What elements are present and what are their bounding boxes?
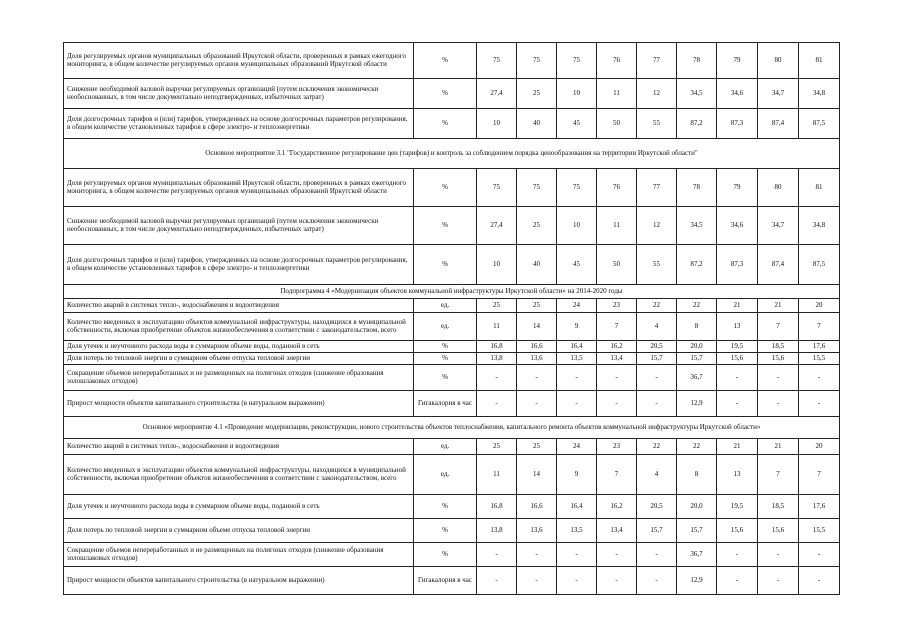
unit-cell: % [414, 341, 477, 353]
value-cell: 25 [517, 299, 557, 313]
value-cell: 75 [517, 169, 557, 207]
table-row [64, 245, 840, 285]
unit-cell: % [414, 353, 477, 365]
value-cell: - [597, 365, 637, 391]
unit-cell: % [414, 365, 477, 391]
value-cell: - [717, 391, 758, 417]
value-cell: 22 [637, 439, 677, 455]
value-cell: 23 [597, 439, 637, 455]
indicator-name: Сокращение объемов непереработанных и не размещенных на полигонах отходов (снижение образования золошлаковых отходов) [64, 543, 414, 567]
value-cell: 10 [477, 245, 517, 285]
value-cell: 7 [799, 455, 840, 495]
value-cell: 15,7 [677, 353, 717, 365]
unit-cell: % [414, 169, 477, 207]
table-row [64, 169, 840, 207]
value-cell: 21 [717, 299, 758, 313]
table-body [64, 43, 840, 595]
value-cell: - [517, 543, 557, 567]
value-cell: 13,4 [597, 519, 637, 543]
value-cell: 20,5 [637, 341, 677, 353]
indicator-name: Доля регулируемых органов муниципальных образований Иркутской области, проверенных в рамках ежегодного мониторинга, в общем количестве регулируемых органов муниципальных образований Иркутской области [64, 169, 414, 207]
value-cell: 21 [758, 299, 799, 313]
value-cell: 34,8 [799, 207, 840, 245]
indicator-name: Количество аварий в системах тепло-, водоснабжения и водоотведения [64, 299, 414, 313]
value-cell: 75 [517, 43, 557, 79]
value-cell: 21 [717, 439, 758, 455]
value-cell: 14 [517, 455, 557, 495]
value-cell: 16,4 [557, 341, 597, 353]
value-cell: 15,6 [758, 353, 799, 365]
value-cell: 23 [597, 299, 637, 313]
value-cell: 15,6 [717, 519, 758, 543]
unit-cell: % [414, 519, 477, 543]
value-cell: - [717, 365, 758, 391]
table-row [64, 353, 840, 365]
value-cell: 15,7 [637, 519, 677, 543]
value-cell: 34,7 [758, 207, 799, 245]
value-cell: 15,6 [717, 353, 758, 365]
value-cell: 7 [597, 455, 637, 495]
value-cell: 15,7 [637, 353, 677, 365]
value-cell: 7 [758, 313, 799, 341]
value-cell: 50 [597, 109, 637, 139]
value-cell: 80 [758, 43, 799, 79]
value-cell: - [799, 567, 840, 595]
value-cell: 87,3 [717, 245, 758, 285]
value-cell: 4 [637, 455, 677, 495]
value-cell: 20,0 [677, 495, 717, 519]
value-cell: 13,8 [477, 353, 517, 365]
table-row [64, 299, 840, 313]
table-row [64, 341, 840, 353]
value-cell: 36,7 [677, 543, 717, 567]
value-cell: 87,4 [758, 245, 799, 285]
value-cell: - [799, 391, 840, 417]
value-cell: 78 [677, 169, 717, 207]
value-cell: 40 [517, 245, 557, 285]
value-cell: - [517, 567, 557, 595]
value-cell: - [637, 365, 677, 391]
value-cell: - [637, 391, 677, 417]
table-row [64, 207, 840, 245]
value-cell: 18,5 [758, 341, 799, 353]
value-cell: 8 [677, 313, 717, 341]
unit-cell: % [414, 207, 477, 245]
value-cell: 34,5 [677, 207, 717, 245]
value-cell: 55 [637, 109, 677, 139]
value-cell: 34,7 [758, 79, 799, 109]
value-cell: 13,5 [557, 519, 597, 543]
indicator-name: Снижение необходимой валовой выручки регулируемых организаций (путем исключения экономически необоснованных, в том числе документально неподтвержденных, избыточных затрат) [64, 207, 414, 245]
section-header-row [64, 417, 840, 439]
value-cell: 87,2 [677, 109, 717, 139]
value-cell: 12 [637, 207, 677, 245]
value-cell: 22 [637, 299, 677, 313]
value-cell: 87,5 [799, 245, 840, 285]
value-cell: 11 [477, 455, 517, 495]
unit-cell: ед. [414, 299, 477, 313]
table-row [64, 439, 840, 455]
value-cell: 21 [758, 439, 799, 455]
value-cell: 27,4 [477, 207, 517, 245]
indicator-name: Доля регулируемых органов муниципальных образований Иркутской области, проверенных в рамках ежегодного мониторинга, в общем количестве регулируемых органов муниципальных образований Иркутской области [64, 43, 414, 79]
value-cell: - [799, 543, 840, 567]
value-cell: - [477, 365, 517, 391]
section-header: Основное мероприятие 4.1 «Проведение модернизации, реконструкции, нового строительства объектов теплоснабжения, капитального ремонта объектов коммунальной инфраструктуры Иркутской области» [64, 417, 840, 439]
unit-cell: % [414, 245, 477, 285]
value-cell: 22 [677, 299, 717, 313]
indicator-name: Количество введенных в эксплуатацию объектов коммунальной инфраструктуры, находящихся в муниципальной собственности, включая приобретение объектов жизнеобеспечения в соответствии с законодательством, всего [64, 313, 414, 341]
value-cell: 4 [637, 313, 677, 341]
value-cell: - [717, 567, 758, 595]
unit-cell: % [414, 43, 477, 79]
value-cell: 77 [637, 169, 677, 207]
value-cell: 8 [677, 455, 717, 495]
indicator-name: Доля потерь по тепловой энергии в суммарном объеме отпуска тепловой энергии [64, 353, 414, 365]
value-cell: 12,9 [677, 567, 717, 595]
indicator-name: Прирост мощности объектов капитального строительства (в натуральном выражении) [64, 391, 414, 417]
value-cell: 81 [799, 169, 840, 207]
value-cell: 20 [799, 439, 840, 455]
unit-cell: % [414, 109, 477, 139]
value-cell: - [597, 543, 637, 567]
value-cell: 20,5 [637, 495, 677, 519]
value-cell: 40 [517, 109, 557, 139]
value-cell: 13,4 [597, 353, 637, 365]
section-header: Основное мероприятие 3.1 "Государственное регулирование цен (тарифов) и контроль за соблюдением порядка ценообразования на территории Иркутской области" [64, 139, 840, 169]
value-cell: 20 [799, 299, 840, 313]
table-row [64, 519, 840, 543]
value-cell: 25 [517, 207, 557, 245]
section-header-row [64, 139, 840, 169]
value-cell: 12,9 [677, 391, 717, 417]
value-cell: 22 [677, 439, 717, 455]
value-cell: 9 [557, 455, 597, 495]
table-row [64, 391, 840, 417]
value-cell: 15,7 [677, 519, 717, 543]
value-cell: 25 [517, 79, 557, 109]
indicators-table [63, 42, 840, 595]
value-cell: 7 [799, 313, 840, 341]
value-cell: 10 [477, 109, 517, 139]
value-cell: 15,5 [799, 353, 840, 365]
value-cell: - [637, 567, 677, 595]
indicator-name: Количество аварий в системах тепло-, водоснабжения и водоотведения [64, 439, 414, 455]
section-header-row [64, 285, 840, 299]
value-cell: 13,5 [557, 353, 597, 365]
value-cell: 81 [799, 43, 840, 79]
value-cell: 87,5 [799, 109, 840, 139]
table-row [64, 313, 840, 341]
value-cell: 55 [637, 245, 677, 285]
unit-cell: % [414, 495, 477, 519]
value-cell: 75 [557, 43, 597, 79]
value-cell: 75 [557, 169, 597, 207]
value-cell: 17,6 [799, 495, 840, 519]
unit-cell: Гигакалория в час [414, 567, 477, 595]
value-cell: 10 [557, 79, 597, 109]
value-cell: 7 [758, 455, 799, 495]
indicator-name: Доля потерь по тепловой энергии в суммарном объеме отпуска тепловой энергии [64, 519, 414, 543]
value-cell: 15,6 [758, 519, 799, 543]
value-cell: 24 [557, 299, 597, 313]
indicator-name: Количество введенных в эксплуатацию объектов коммунальной инфраструктуры, находящихся в муниципальной собственности, включая приобретение объектов жизнеобеспечения в соответствии с законодательством, всего [64, 455, 414, 495]
value-cell: 9 [557, 313, 597, 341]
value-cell: 13,6 [517, 353, 557, 365]
value-cell: 18,5 [758, 495, 799, 519]
value-cell: 16,4 [557, 495, 597, 519]
value-cell: 76 [597, 169, 637, 207]
value-cell: 16,2 [597, 495, 637, 519]
value-cell: 16,8 [477, 495, 517, 519]
value-cell: 19,5 [717, 495, 758, 519]
value-cell: 75 [477, 169, 517, 207]
value-cell: 25 [477, 439, 517, 455]
value-cell: 16,6 [517, 495, 557, 519]
value-cell: 78 [677, 43, 717, 79]
value-cell: - [637, 543, 677, 567]
table-row [64, 543, 840, 567]
value-cell: - [557, 567, 597, 595]
unit-cell: ед. [414, 455, 477, 495]
value-cell: - [758, 365, 799, 391]
value-cell: - [557, 365, 597, 391]
indicator-name: Сокращение объемов непереработанных и не размещенных на полигонах отходов (снижение образования золошлаковых отходов) [64, 365, 414, 391]
value-cell: - [758, 543, 799, 567]
value-cell: 45 [557, 109, 597, 139]
unit-cell: % [414, 79, 477, 109]
value-cell: 13 [717, 313, 758, 341]
value-cell: 79 [717, 169, 758, 207]
section-header: Подпрограмма 4 «Модернизация объектов коммунальной инфраструктуры Иркутской области» на 2014-2020 годы [64, 285, 840, 299]
value-cell: 77 [637, 43, 677, 79]
value-cell: 36,7 [677, 365, 717, 391]
value-cell: 16,6 [517, 341, 557, 353]
value-cell: 11 [477, 313, 517, 341]
value-cell: - [557, 543, 597, 567]
unit-cell: ед. [414, 313, 477, 341]
unit-cell: Гигакалория в час [414, 391, 477, 417]
table-row [64, 79, 840, 109]
indicator-name: Доля утечек и неучтенного расхода воды в суммарном объеме воды, поданной в сеть [64, 495, 414, 519]
value-cell: 16,2 [597, 341, 637, 353]
table-row [64, 567, 840, 595]
value-cell: - [477, 543, 517, 567]
table-row [64, 495, 840, 519]
value-cell: 10 [557, 207, 597, 245]
value-cell: 87,4 [758, 109, 799, 139]
value-cell: 13,8 [477, 519, 517, 543]
value-cell: 25 [477, 299, 517, 313]
value-cell: 24 [557, 439, 597, 455]
table-row [64, 365, 840, 391]
indicator-name: Доля долгосрочных тарифов и (или) тарифов, утвержденных на основе долгосрочных параметров регулирования, в общем количестве установленных тарифов в сфере электро- и теплоэнергетики [64, 245, 414, 285]
table-row [64, 455, 840, 495]
value-cell: 76 [597, 43, 637, 79]
unit-cell: % [414, 543, 477, 567]
value-cell: 16,8 [477, 341, 517, 353]
value-cell: 7 [597, 313, 637, 341]
value-cell: - [717, 543, 758, 567]
value-cell: 75 [477, 43, 517, 79]
value-cell: - [597, 567, 637, 595]
value-cell: 11 [597, 79, 637, 109]
value-cell: - [517, 365, 557, 391]
value-cell: 34,5 [677, 79, 717, 109]
value-cell: - [597, 391, 637, 417]
indicator-name: Прирост мощности объектов капитального строительства (в натуральном выражении) [64, 567, 414, 595]
unit-cell: ед. [414, 439, 477, 455]
indicator-name: Доля утечек и неучтенного расхода воды в суммарном объеме воды, поданной в сеть [64, 341, 414, 353]
value-cell: 14 [517, 313, 557, 341]
value-cell: 79 [717, 43, 758, 79]
indicator-name: Снижение необходимой валовой выручки регулируемых организаций (путем исключения экономически необоснованных, в том числе документально неподтвержденных, избыточных затрат) [64, 79, 414, 109]
value-cell: 34,6 [717, 79, 758, 109]
value-cell: 34,6 [717, 207, 758, 245]
value-cell: 27,4 [477, 79, 517, 109]
value-cell: 80 [758, 169, 799, 207]
value-cell: 11 [597, 207, 637, 245]
value-cell: - [557, 391, 597, 417]
value-cell: - [517, 391, 557, 417]
value-cell: 50 [597, 245, 637, 285]
value-cell: 87,2 [677, 245, 717, 285]
table-row [64, 43, 840, 79]
value-cell: 34,8 [799, 79, 840, 109]
value-cell: 17,6 [799, 341, 840, 353]
value-cell: 87,3 [717, 109, 758, 139]
table-row [64, 109, 840, 139]
value-cell: - [758, 391, 799, 417]
value-cell: - [799, 365, 840, 391]
indicator-name: Доля долгосрочных тарифов и (или) тарифов, утвержденных на основе долгосрочных параметров регулирования, в общем количестве установленных тарифов в сфере электро- и теплоэнергетики [64, 109, 414, 139]
value-cell: 15,5 [799, 519, 840, 543]
value-cell: 20,0 [677, 341, 717, 353]
value-cell: 19,5 [717, 341, 758, 353]
value-cell: 45 [557, 245, 597, 285]
value-cell: - [758, 567, 799, 595]
value-cell: - [477, 567, 517, 595]
value-cell: 12 [637, 79, 677, 109]
value-cell: 25 [517, 439, 557, 455]
value-cell: - [477, 391, 517, 417]
value-cell: 13 [717, 455, 758, 495]
value-cell: 13,6 [517, 519, 557, 543]
